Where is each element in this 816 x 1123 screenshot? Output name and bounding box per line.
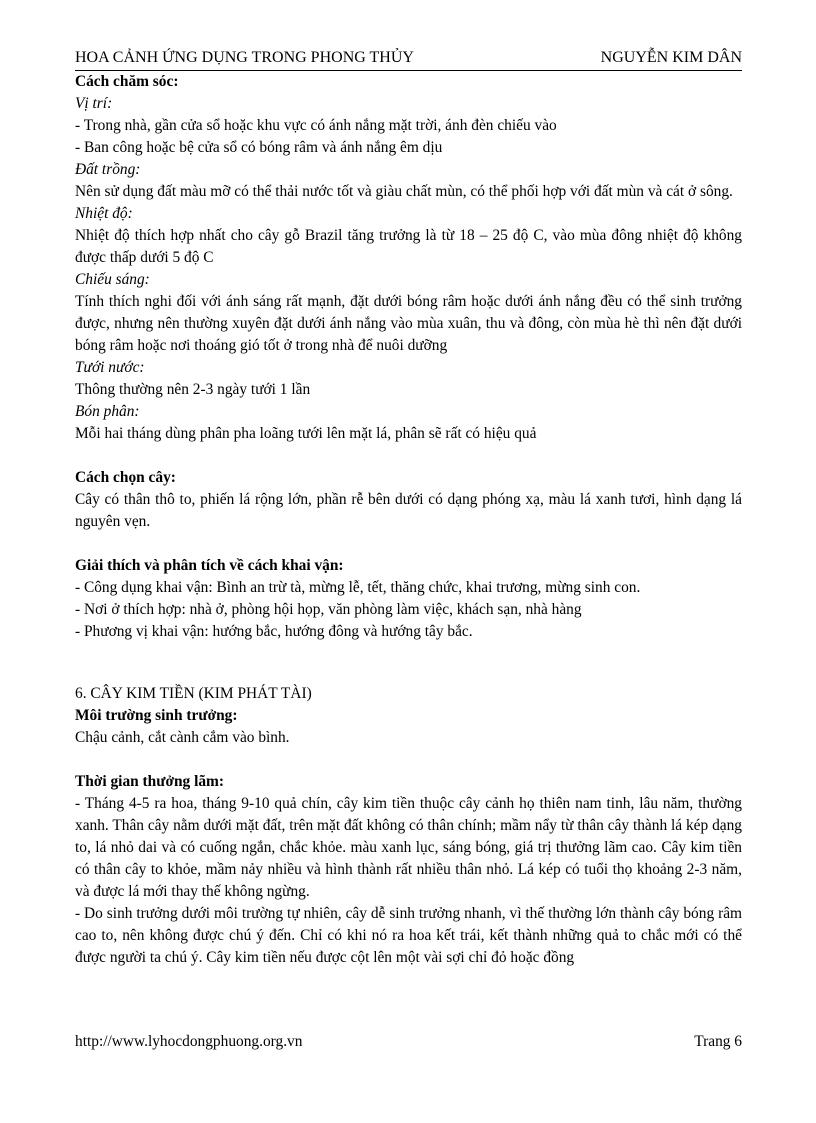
care-heading: Cách chăm sóc: — [75, 73, 179, 90]
page-footer — [75, 1032, 742, 1052]
watering-label: Tưới nước: — [75, 359, 145, 376]
position-label: Vị trí: — [75, 95, 113, 112]
page-number: Trang 6 — [694, 1033, 742, 1050]
footer-url[interactable]: http://www.lyhocdongphuong.org.vn — [75, 1033, 303, 1050]
watering-text: Thông thường nên 2-3 ngày tưới 1 lần — [75, 381, 311, 398]
viewing-paragraph-1: - Tháng 4-5 ra hoa, tháng 9-10 quả chín, cây kim tiền thuộc cây cảnh họ thiên nam tinh, lâu năm, thường xanh. Thân cây nằm dưới mặt đất, trên mặt đất không có thân chính; mầm nẩy từ thân cây thành lá kép dạng to, lá nhỏ dai và có cuống ngắn, chắc khỏe. màu xanh lục, sáng bóng, giá trị thưởng lãm cao. Cây kim tiền có thân cây to khỏe, mầm nảy nhiều và hình thành rất nhiều thân nhỏ. Lá kép có tuổi thọ khoảng 2-3 năm, và được lá mới thay thế không ngừng. — [75, 795, 742, 900]
soil-label: Đất trồng: — [75, 161, 141, 178]
environment-text: Chậu cảnh, cắt cành cắm vào bình. — [75, 729, 290, 746]
page-content — [75, 71, 742, 969]
viewing-paragraph-2: - Do sinh trưởng dưới môi trường tự nhiên, cây dễ sinh trưởng nhanh, vì thế thường lớn thành cây bóng râm cao to, nên không được chú ý đến. Chỉ có khi nó ra hoa kết trái, kết thành những quả to chắc mới có thể được người ta chú ý. Cây kim tiền nếu được cột lên một vài sợi chỉ đỏ hoặc đồng — [75, 905, 742, 966]
header-title: HOA CẢNH ỨNG DỤNG TRONG PHONG THỦY — [75, 49, 414, 66]
choose-heading: Cách chọn cây: — [75, 469, 176, 486]
fertilizer-label: Bón phân: — [75, 403, 140, 420]
viewing-time-heading: Thời gian thưởng lãm: — [75, 773, 225, 790]
header-author: NGUYỄN KIM DÂN — [600, 49, 742, 66]
soil-text: Nên sử dụng đất màu mỡ có thể thải nước tốt và giàu chất mùn, có thể phối hợp với đất mùn và cát ở sông. — [75, 183, 733, 200]
light-text: Tính thích nghi đối với ánh sáng rất mạnh, đặt dưới bóng râm hoặc dưới ánh nắng đều có thể sinh trưởng được, nhưng nên thường xuyên đặt dưới ánh nắng vào mùa xuân, thu và đông, còn mùa hè thì nên đặt dưới bóng râm hoặc nơi thoáng gió tốt ở trong nhà để nuôi dưỡng — [75, 293, 742, 354]
position-line-2: - Ban công hoặc bệ cửa sổ có bóng râm và ánh nắng êm dịu — [75, 139, 443, 156]
section-title: 6. CÂY KIM TIỀN (KIM PHÁT TÀI) — [75, 685, 312, 702]
explain-heading: Giải thích và phân tích về cách khai vận: — [75, 557, 344, 574]
document-page — [75, 48, 742, 969]
choose-text: Cây có thân thô to, phiến lá rộng lớn, phần rễ bên dưới có dạng phóng xạ, màu lá xanh tươi, hình dạng lá nguyên vẹn. — [75, 491, 742, 530]
position-line-1: - Trong nhà, gần cửa sổ hoặc khu vực có ánh nắng mặt trời, ánh đèn chiếu vào — [75, 117, 557, 134]
explain-item-2: - Nơi ở thích hợp: nhà ở, phòng hội họp, văn phòng làm việc, khách sạn, nhà hàng — [75, 601, 582, 618]
fertilizer-text: Mỗi hai tháng dùng phân pha loãng tưới lên mặt lá, phân sẽ rất có hiệu quả — [75, 425, 537, 442]
running-header — [75, 48, 742, 71]
environment-heading: Môi trường sinh trưởng: — [75, 707, 238, 724]
temperature-text: Nhiệt độ thích hợp nhất cho cây gỗ Brazil tăng trưởng là từ 18 – 25 độ C, vào mùa đông nhiệt độ không được thấp dưới 5 độ C — [75, 227, 742, 266]
light-label: Chiếu sáng: — [75, 271, 150, 288]
explain-item-1: - Công dụng khai vận: Bình an trừ tà, mừng lễ, tết, thăng chức, khai trương, mừng sinh con. — [75, 579, 641, 596]
temperature-label: Nhiệt độ: — [75, 205, 133, 222]
explain-item-3: - Phương vị khai vận: hướng bắc, hướng đông và hướng tây bắc. — [75, 623, 473, 640]
